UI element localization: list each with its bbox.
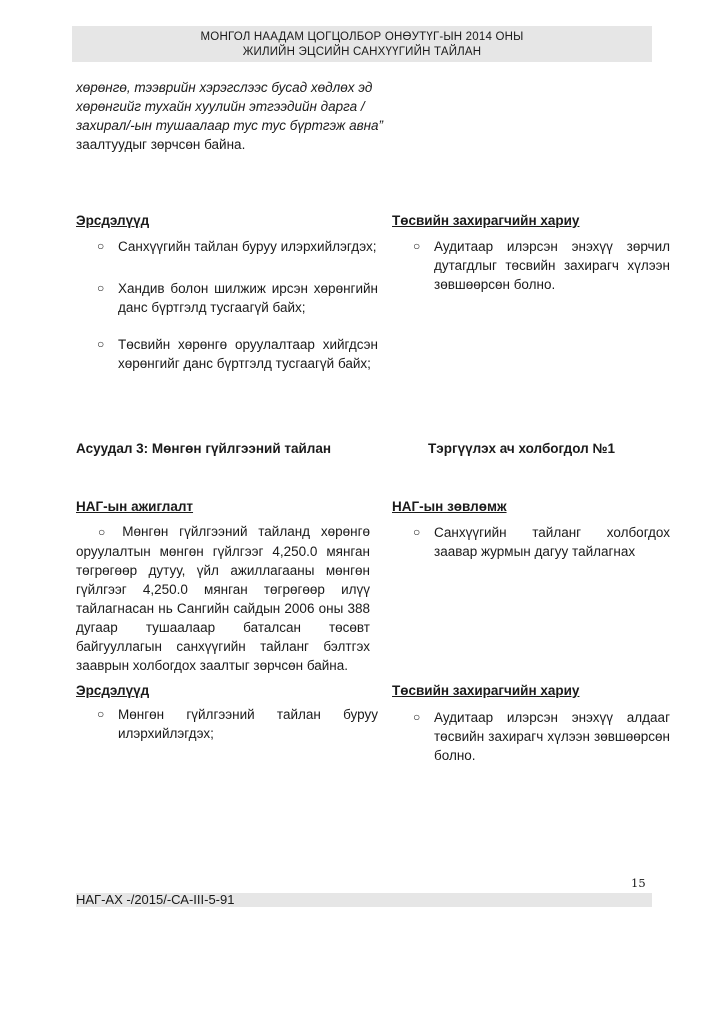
risk-item-1-3 (97, 335, 378, 373)
response-text: Аудитаар илэрсэн энэхүү алдааг төсвийн захирагч хүлээн зөвшөөрсөн болно. (434, 710, 670, 763)
intro-italic-text: хөрөнгө, тээврийн хэрэгслээс бусад хөдлөх эд хөрөнгийг тухайн хуулийн этгээдийн дарга /захирал/-ын тушаалаар тус тус бүртгэж авна” (76, 80, 384, 133)
response-heading-2: Төсвийн захирагчийн хариу (392, 683, 580, 698)
risk-item-1-2 (97, 279, 378, 317)
response-item-3-1 (413, 708, 670, 765)
header-line-1: МОНГОЛ НААДАМ ЦОГЦОЛБОР ОНӨУТҮГ-ЫН 2014 ОНЫ (200, 31, 524, 43)
response-item-1-1 (413, 237, 670, 294)
observation-text: Мөнгөн гүйлгээний тайланд хөрөнгө оруулалтын мөнгөн гүйлгээг 4,250.0 мянган төгрөгөөр дутуу, үйл ажиллагааны мөнгөн гүйлгээг 4,250.0 мянган төгрөгөөр илүү тайлагнасан нь Сангийн сайдын 2006 оны 388 дугаар тушаалаар баталсан төсөвт байгууллагын санхүүгийн тайланг бэлтгэх зааврын холбогдох заалтыг зөрчсөн байна. (76, 524, 371, 673)
risk-text: Санхүүгийн тайлан буруу илэрхийлэгдэх; (118, 239, 377, 254)
document-code: НАГ-АХ -/2015/-СА-III-5-91 (76, 892, 235, 907)
risks-heading-2: Эрсдэлүүд (76, 683, 150, 698)
page-number: 15 (631, 876, 646, 890)
risks-heading-1: Эрсдэлүүд (76, 213, 150, 228)
intro-paragraph (76, 78, 388, 154)
risk-item-3-1 (97, 705, 378, 743)
circle-bullet-icon: ○ (413, 239, 421, 253)
report-header (72, 26, 652, 62)
observation-paragraph (76, 522, 370, 675)
recommendation-text: Санхүүгийн тайланг холбогдох заавар журмын дагуу тайлагнах (434, 525, 670, 559)
risk-text: Хандив болон шилжиж ирсэн хөрөнгийн данс бүртгэлд тусгаагүй байх; (118, 281, 378, 315)
recommendation-heading: НАГ-ын зөвлөмж (392, 499, 507, 514)
intro-normal-text: заалтуудыг зөрчсөн байна. (76, 137, 246, 152)
risk-text: Төсвийн хөрөнгө оруулалтаар хийгдсэн хөрөнгийг данс бүртгэлд тусгаагүй байх; (118, 337, 378, 371)
circle-bullet-icon: ○ (413, 525, 421, 539)
header-line-2: ЖИЛИЙН ЭЦСИЙН САНХҮҮГИЙН ТАЙЛАН (242, 46, 482, 58)
risk-text: Мөнгөн гүйлгээний тайлан буруу илэрхийлэгдэх; (118, 707, 378, 741)
circle-bullet-icon: ○ (413, 710, 421, 724)
response-heading-1: Төсвийн захирагчийн хариу (392, 213, 580, 228)
circle-bullet-icon: ○ (97, 337, 105, 351)
question-title: Асуудал 3: Мөнгөн гүйлгээний тайлан (76, 441, 332, 456)
observation-heading: НАГ-ын ажиглалт (76, 499, 194, 514)
risk-item-1-1 (97, 237, 378, 256)
priority-label: Тэргүүлэх ач холбогдол №1 (428, 441, 615, 456)
circle-bullet-icon: ○ (97, 707, 105, 721)
circle-bullet-icon: ○ (97, 281, 105, 295)
recommendation-item-1 (413, 523, 670, 561)
circle-bullet-icon: ○ (98, 525, 113, 539)
response-text: Аудитаар илэрсэн энэхүү зөрчил дутагдлыг төсвийн захирагч хүлээн зөвшөөрсөн болно. (434, 239, 670, 292)
circle-bullet-icon: ○ (97, 239, 105, 253)
